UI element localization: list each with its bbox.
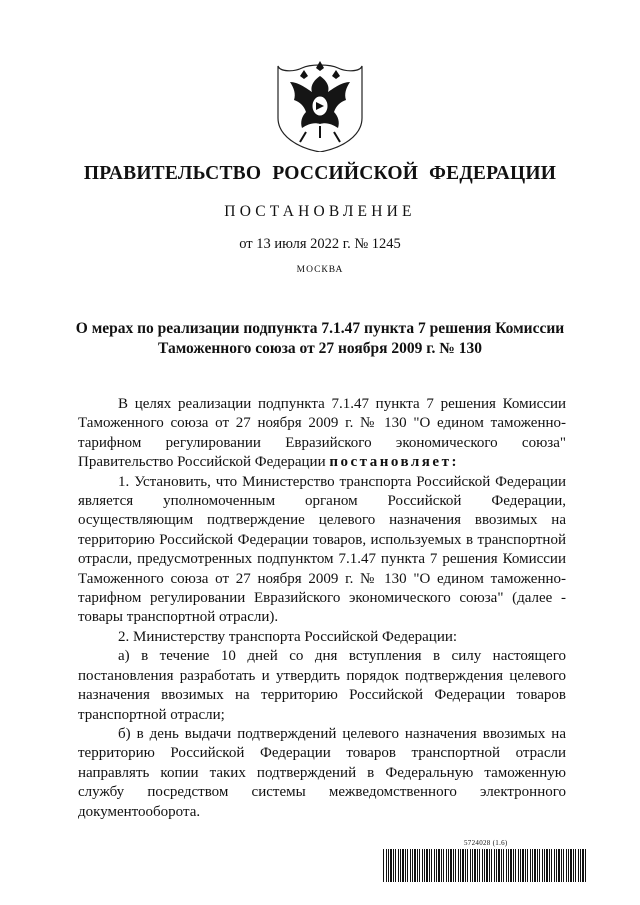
document-body xyxy=(78,395,566,822)
coat-of-arms-icon xyxy=(276,58,364,152)
document-kind: ПОСТАНОВЛЕНИЕ xyxy=(224,203,416,220)
document-city: МОСКВА xyxy=(296,265,344,275)
document-code: 5724028 (1.6) xyxy=(464,839,508,847)
paragraph-2: 2. Министерству транспорта Российской Федерации: xyxy=(118,628,458,645)
paragraph-2b: б) в день выдачи подтверждений целевого назначения ввозимых на территорию Российской Федерации товаров транспортной отрасли направлять копии таких подтверждений в Федеральную таможенную службу посредством системы межведомственного электронного документооборота. xyxy=(78,725,566,820)
document-date-number: от 13 июля 2022 г. № 1245 xyxy=(239,236,401,252)
resolution-keyword: постановляет: xyxy=(329,454,459,471)
paragraph-1: 1. Установить, что Министерство транспорта Российской Федерации является уполномоченным органом Российской Федерации, осуществляющим подтверждение целевого назначения ввозимых на территорию Российской Федерации товаров, используемых в транспортной отрасли, предусмотренных подпунктом 7.1.47 пункта 7 решения Комиссии Таможенного союза от 27 ноября 2009 г. № 130 "О едином таможенно-тарифном регулировании Евразийского экономического союза" (далее - товары транспортной отрасли). xyxy=(78,473,566,626)
paragraph-preamble xyxy=(78,395,566,473)
barcode-icon xyxy=(383,849,586,882)
preamble-text: В целях реализации подпункта 7.1.47 пункта 7 решения Комиссии Таможенного союза от 27 ноября 2009 г. № 130 "О едином таможенно-тарифном регулировании Евразийского экономического союза" Правительство Российской Федерации xyxy=(78,396,566,471)
paragraph-2a: а) в течение 10 дней со дня вступления в силу настоящего постановления разработать и утвердить порядок подтверждения целевого назначения ввозимых на территорию Российской Федерации товаров транспортной отрасли; xyxy=(78,648,566,723)
government-name: ПРАВИТЕЛЬСТВО РОССИЙСКОЙ ФЕДЕРАЦИИ xyxy=(83,163,557,184)
document-title: О мерах по реализации подпункта 7.1.47 пункта 7 решения Комиссии Таможенного союза от 27 ноября 2009 г. № 130 xyxy=(75,320,565,357)
